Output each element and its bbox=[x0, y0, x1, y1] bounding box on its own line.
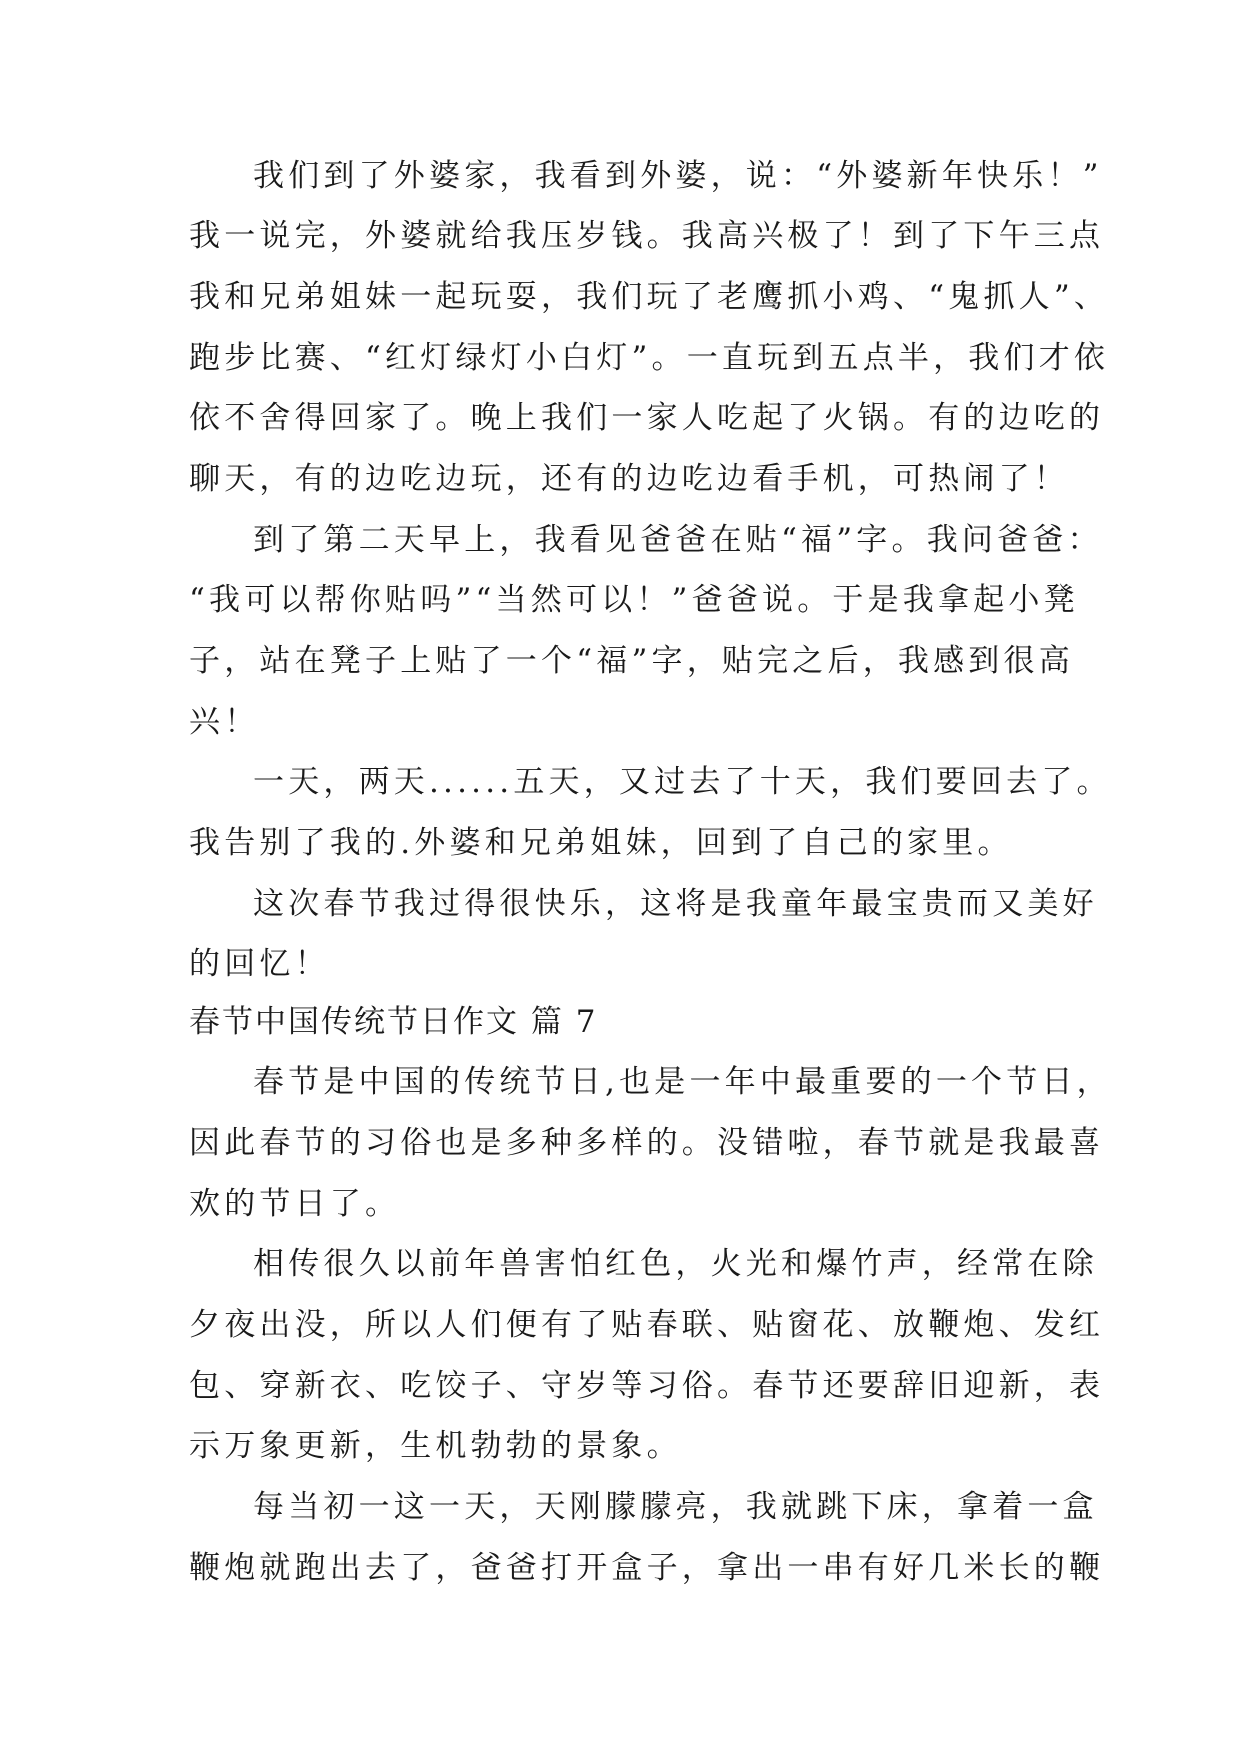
paragraph-1-line-6: 聊天，有的边吃边玩，还有的边吃边看手机，可热闹了！ bbox=[189, 461, 1069, 497]
paragraph-2-line-3: 子，站在凳子上贴了一个“福”字，贴完之后，我感到很高 bbox=[189, 643, 1074, 679]
paragraph-4-line-2: 的回忆！ bbox=[189, 946, 330, 982]
paragraph-2-line-1: 到了第二天早上，我看见爸爸在贴“福”字。我问爸爸： bbox=[253, 522, 1103, 558]
section-paragraph-3-line-1: 每当初一这一天，天刚朦朦亮，我就跳下床，拿着一盒 bbox=[253, 1489, 1098, 1525]
paragraph-1-line-5: 依不舍得回家了。晚上我们一家人吃起了火锅。有的边吃的 bbox=[189, 400, 1105, 436]
paragraph-3-line-1: 一天，两天......五天，又过去了十天，我们要回去了。 bbox=[253, 764, 1112, 800]
section-paragraph-1-line-3: 欢的节日了。 bbox=[189, 1186, 401, 1222]
paragraph-1-line-1: 我们到了外婆家，我看到外婆，说：“外婆新年快乐！” bbox=[253, 158, 1103, 194]
paragraph-3-line-2: 我告别了我的.外婆和兄弟姐妹，回到了自己的家里。 bbox=[189, 825, 1013, 861]
section-paragraph-2-line-2: 夕夜出没，所以人们便有了贴春联、贴窗花、放鞭炮、发红 bbox=[189, 1307, 1105, 1343]
section-paragraph-1-line-2: 因此春节的习俗也是多种多样的。没错啦，春节就是我最喜 bbox=[189, 1125, 1105, 1161]
paragraph-4-line-1: 这次春节我过得很快乐，这将是我童年最宝贵而又美好 bbox=[253, 886, 1098, 922]
section-paragraph-2-line-3: 包、穿新衣、吃饺子、守岁等习俗。春节还要辞旧迎新，表 bbox=[189, 1368, 1105, 1404]
paragraph-2-line-2: “我可以帮你贴吗”“当然可以！”爸爸说。于是我拿起小凳 bbox=[189, 582, 1079, 618]
paragraph-1-line-3: 我和兄弟姐妹一起玩耍，我们玩了老鹰抓小鸡、“鬼抓人”、 bbox=[189, 279, 1110, 315]
section-heading: 春节中国传统节日作文 篇 7 bbox=[189, 1004, 598, 1040]
section-paragraph-3-line-2: 鞭炮就跑出去了，爸爸打开盒子，拿出一串有好几米长的鞭 bbox=[189, 1550, 1105, 1586]
section-paragraph-2-line-4: 示万象更新，生机勃勃的景象。 bbox=[189, 1428, 682, 1464]
paragraph-1-line-2: 我一说完，外婆就给我压岁钱。我高兴极了！到了下午三点 bbox=[189, 218, 1105, 254]
section-paragraph-2-line-1: 相传很久以前年兽害怕红色，火光和爆竹声，经常在除 bbox=[253, 1246, 1098, 1282]
paragraph-2-line-4: 兴！ bbox=[189, 704, 260, 740]
paragraph-1-line-4: 跑步比赛、“红灯绿灯小白灯”。一直玩到五点半，我们才依 bbox=[189, 340, 1110, 376]
section-paragraph-1-line-1: 春节是中国的传统节日,也是一年中最重要的一个节日， bbox=[253, 1064, 1112, 1100]
